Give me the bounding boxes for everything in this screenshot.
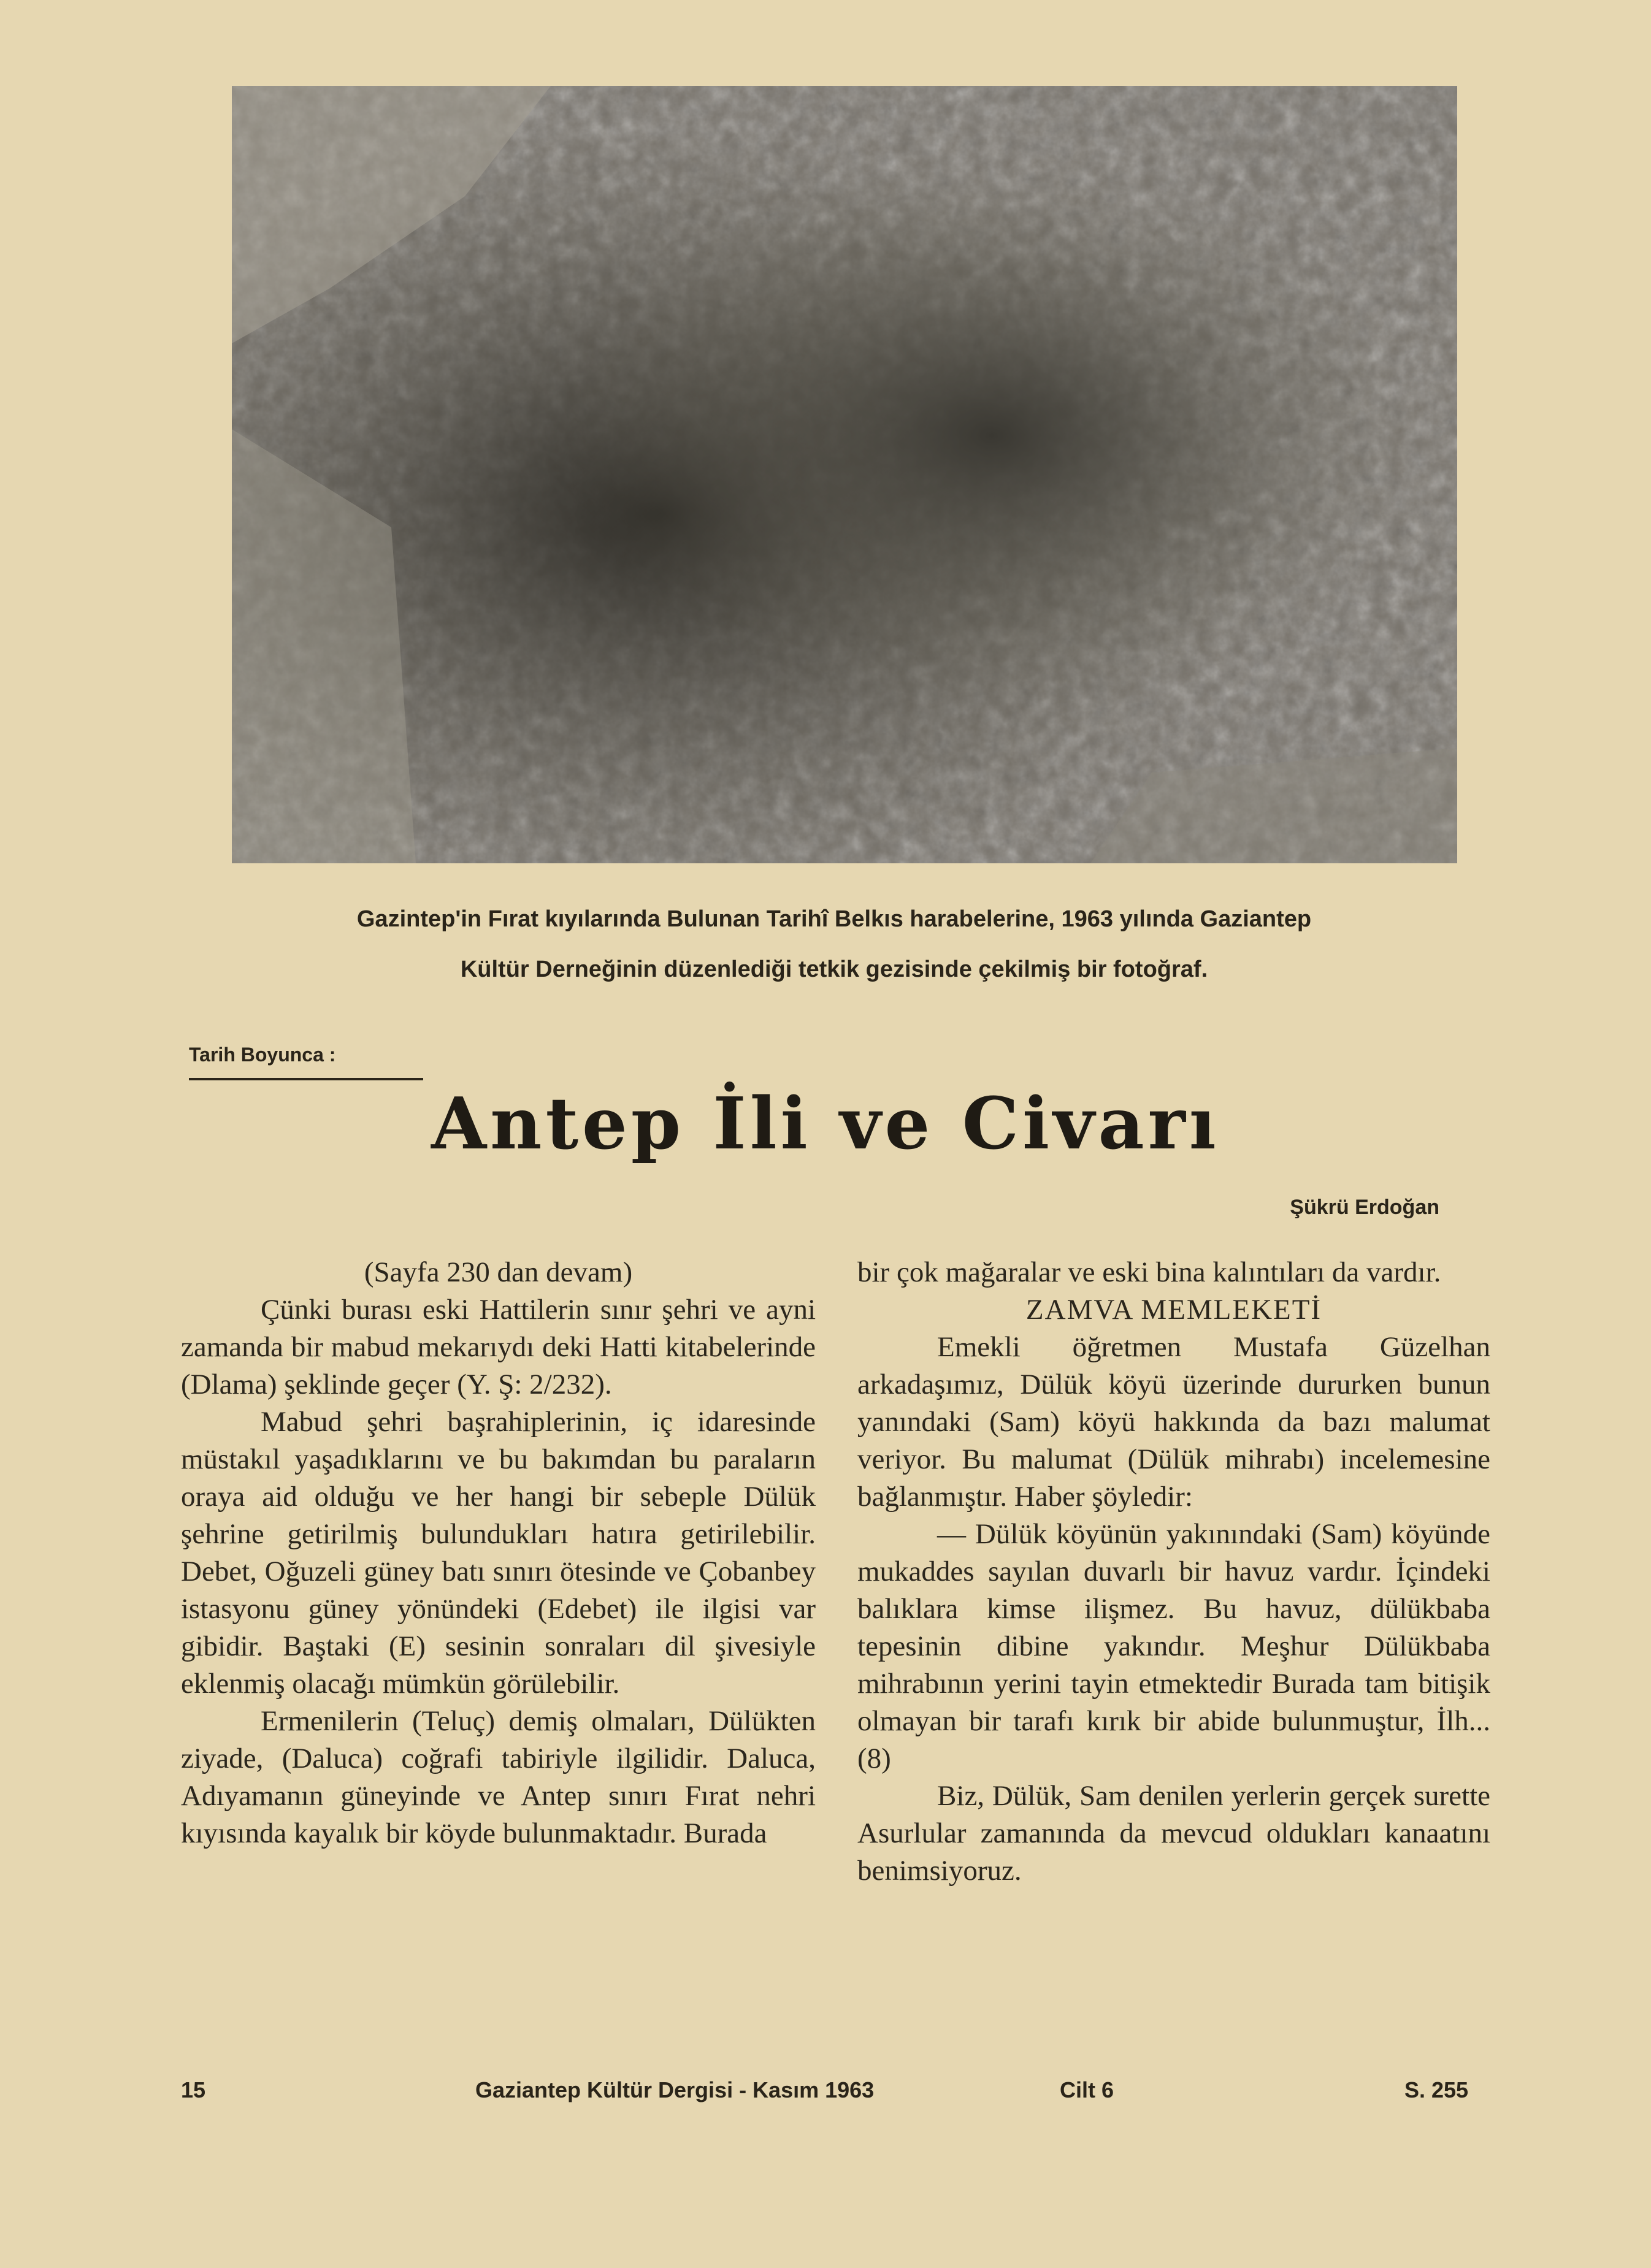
paragraph: Ermenilerin (Teluç) demiş olmaları, Dülükten ziyade, (Daluca) coğrafi tabiriyle ilgilidir. Daluca, Adıyamanın güneyinde ve Antep sınırı Fırat nehri kıyısında kayalık bir köyde bulunmaktadır. Burada	[181, 1705, 816, 1849]
ruins-photo	[232, 86, 1457, 863]
paragraph: bir çok mağaralar ve eski bina kalıntıları da vardır.	[857, 1256, 1441, 1288]
paragraph: — Dülük köyünün yakınındaki (Sam) köyünde mukaddes sayılan duvarlı bir havuz vardır. İçindeki balıklara kimse ilişmez. Bu havuz, dülükbaba tepesinin dibine yakındır. Meşhur Dülükbaba mihrabının yerini tayin etmektedir Burada tam bitişik olmayan bir tarafı kırık bir abide bulunmuştur, İlh... (8)	[857, 1518, 1490, 1774]
section-underline	[189, 1078, 423, 1080]
page-number: 15	[181, 2077, 206, 2102]
photo-caption-line-2: Kültür Derneğinin düzenlediği tetkik gezisinde çekilmiş bir fotoğraf.	[460, 956, 1208, 982]
subheading: ZAMVA MEMLEKETİ	[1025, 1294, 1322, 1326]
issue-number: S. 255	[1404, 2077, 1469, 2102]
left-column	[181, 1254, 816, 1852]
continued-note: (Sayfa 230 dan devam)	[364, 1256, 633, 1288]
article-title: Antep İli ve Civarı	[431, 1082, 1220, 1166]
section-label: Tarih Boyunca :	[189, 1044, 336, 1066]
paragraph: Emekli öğretmen Mustafa Güzelhan arkadaşımız, Dülük köyü üzerinde dururken bunun yanındaki (Sam) köyü hakkında da bazı malumat veriyor. Bu malumat (Dülük mihrabı) incelemesine bağlanmıştır. Haber şöyledir:	[857, 1331, 1490, 1513]
volume: Cilt 6	[1060, 2077, 1114, 2102]
paragraph: Çünki burası eski Hattilerin sınır şehri ve ayni zamanda bir mabud mekarıydı deki Hatti kitabelerinde (Dlama) şeklinde geçer (Y. Ş: 2/232).	[181, 1294, 816, 1400]
paragraph: Biz, Dülük, Sam denilen yerlerin gerçek surette Asurlular zamanında da mevcud oldukları kanaatını benimsiyoruz.	[857, 1780, 1490, 1887]
article-author: Şükrü Erdoğan	[1290, 1196, 1439, 1219]
right-column	[857, 1254, 1490, 1890]
journal-name: Gaziantep Kültür Dergisi - Kasım 1963	[475, 2077, 875, 2102]
paragraph: Mabud şehri başrahiplerinin, iç idaresinde müstakıl yaşadıklarını ve bu bakımdan bu paraların oraya aid olduğu ve her hangi bir sebeple Dülük şehrine getirilmiş bulundukları hatıra getirilebilir. Debet, Oğuzeli güney batı sınırı ötesinde ve Çobanbey istasyonu güney yönündeki (Edebet) ile ilgisi var gibidir. Baştaki (E) sesinin sonraları dil şivesiyle eklenmiş olacağı mümkün görülebilir.	[181, 1406, 816, 1700]
photo-image	[232, 86, 1457, 863]
photo-caption-line-1: Gazintep'in Fırat kıyılarında Bulunan Tarihî Belkıs harabelerine, 1963 yılında Gaziantep	[356, 906, 1312, 932]
